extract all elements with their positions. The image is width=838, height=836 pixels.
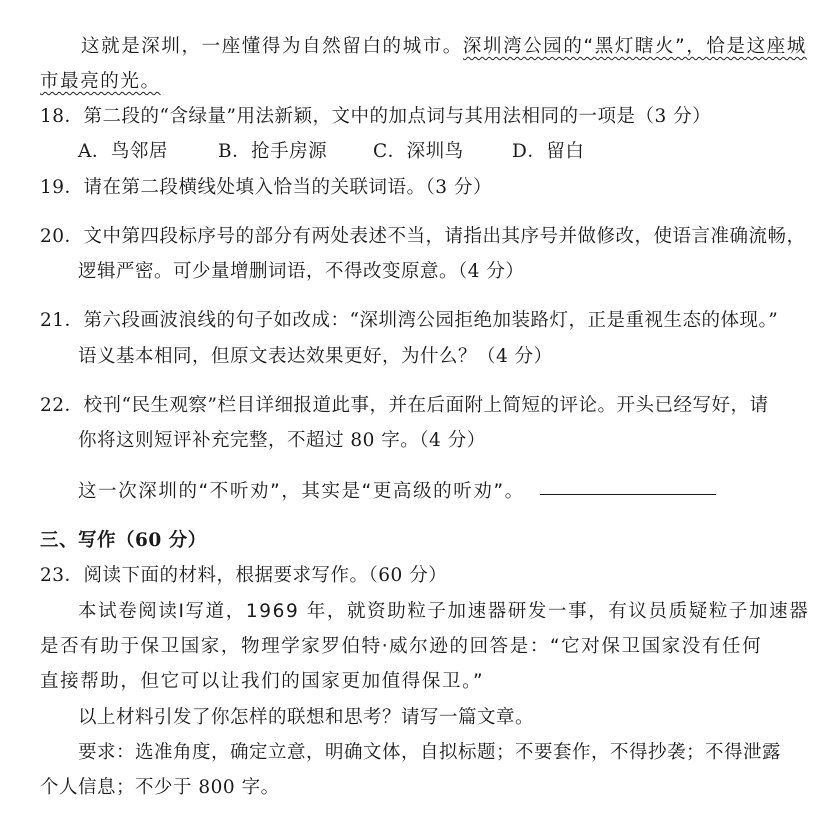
section-3-heading: 三、写作（60 分） (40, 530, 207, 551)
wavy-underlined-sentence-part-2: 市最亮的光。 (40, 71, 161, 92)
writing-instruction: 以上材料引发了你怎样的联想和思考？请写一篇文章。 (78, 707, 535, 728)
writing-requirements-line-2: 个人信息；不少于 800 字。 (40, 777, 280, 798)
question-23-stem: 23．阅读下面的材料，根据要求写作。（60 分） (40, 565, 448, 586)
question-19-stem: 19．请在第二段横线处填入恰当的关联词语。（3 分） (40, 177, 492, 198)
question-22-line-2: 你将这则短评补充完整，不超过 80 字。（4 分） (78, 430, 486, 451)
writing-requirements-line-1: 要求：选准角度，确定立意，明确文体，自拟标题；不要套作，不得抄袭；不得泄露 (78, 742, 782, 763)
question-18-option-a: A．鸟邻居 (78, 141, 168, 162)
question-18-stem: 18．第二段的“含绿量”用法新颖，文中的加点词与其用法相同的一项是（3 分） (40, 106, 712, 127)
passage-closing-line-1 (81, 34, 807, 60)
material-line-1: 本试卷阅读Ⅰ写道，1969 年，就资助粒子加速器研发一事，有议员质疑粒子加速器 (78, 601, 810, 622)
question-20-line-2: 逻辑严密。可少量增删词语，不得改变原意。（4 分） (78, 261, 525, 282)
question-18-option-d: D．留白 (512, 141, 585, 162)
material-line-3: 直接帮助，但它可以让我们的国家更加值得保卫。” (40, 671, 485, 692)
passage-closing-line-2 (40, 69, 161, 95)
question-21-line-2: 语义基本相同，但原文表达效果更好，为什么？（4 分） (78, 346, 553, 367)
answer-blank-line[interactable] (540, 494, 716, 495)
material-line-2: 是否有助于保卫国家，物理学家罗伯特·威尔逊的回答是：“它对保卫国家没有任何 (40, 636, 763, 657)
question-18-option-b: B．抢手房源 (218, 141, 328, 162)
question-21-line-1: 21．第六段画波浪线的句子如改成：“深圳湾公园拒绝加装路灯，正是重视生态的体现。” (40, 310, 779, 331)
question-22-prompt-sentence: 这一次深圳的“不听劝”，其实是“更高级的听劝”。 (78, 481, 525, 502)
question-18-option-c: C．深圳鸟 (373, 141, 464, 162)
passage-closing-sentence: 这就是深圳，一座懂得为自然留白的城市。 (81, 36, 463, 57)
question-20-line-1: 20．文中第四段标序号的部分有两处表述不当，请指出其序号并做修改，使语言准确流畅， (40, 226, 806, 247)
wavy-underlined-sentence-part-1: 深圳湾公园的“黑灯瞎火”，恰是这座城 (462, 36, 807, 57)
question-22-line-1: 22．校刊“民生观察”栏目详细报道此事，并在后面附上简短的评论。开头已经写好，请 (40, 395, 769, 416)
